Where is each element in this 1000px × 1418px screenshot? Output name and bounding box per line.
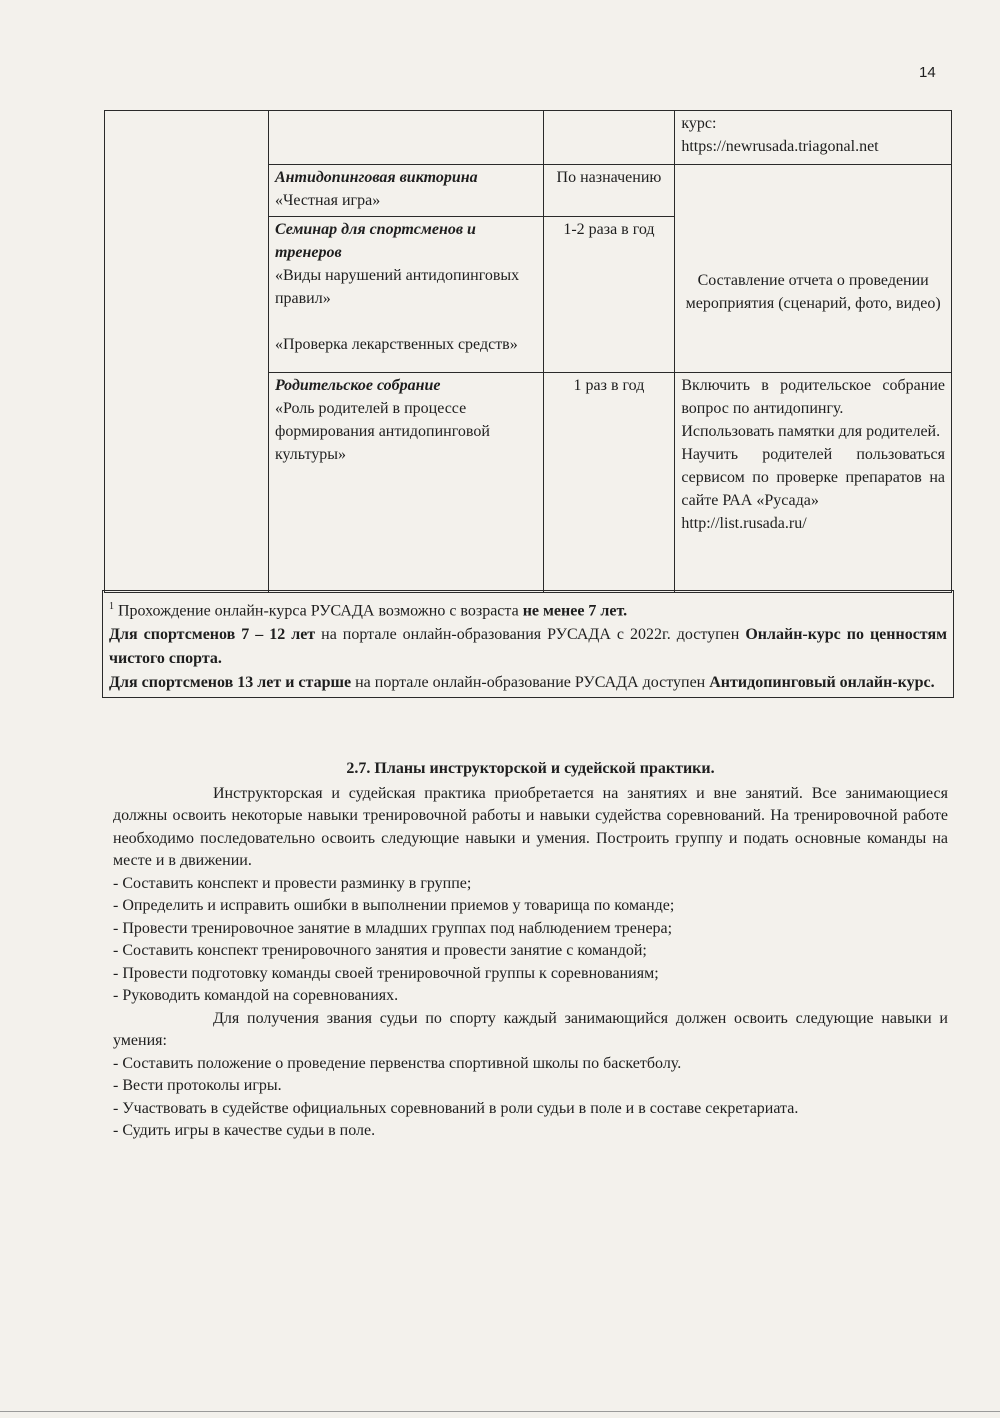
parent-note: Научить родителей пользоваться сервисом по проверке препаратов на сайте РАА «Русада» — [681, 446, 945, 509]
table-cell-report-note — [675, 165, 952, 373]
footnote-text: на портале онлайн-образование РУСАДА доступен — [351, 674, 710, 692]
list-item: - Составить конспект и провести разминку в группе; — [113, 874, 472, 892]
report-note: Составление отчета о проведении мероприятия (сценарий, фото, видео) — [685, 272, 941, 312]
list-item: - Участвовать в судействе официальных соревнований в роли судьи в поле и в составе секретариата. — [113, 1099, 799, 1117]
table-cell-frequency: 1-2 раза в год — [543, 217, 675, 373]
table-cell-event — [268, 217, 543, 373]
rusada-link[interactable]: http://list.rusada.ru/ — [681, 515, 807, 532]
table-cell-event — [268, 165, 543, 217]
footnote-bold: Для спортсменов 7 – 12 лет — [109, 626, 316, 644]
footnote-line-2 — [109, 623, 947, 671]
table-cell-parent-note — [675, 373, 952, 593]
section-title: 2.7. Планы инструкторской и судейской практики. — [346, 760, 715, 777]
table-cell-course — [675, 111, 952, 165]
footnote — [102, 590, 954, 698]
page-number: 14 — [919, 64, 936, 81]
list-item: - Вести протоколы игры. — [113, 1077, 282, 1094]
table-cell-frequency: По назначению — [543, 165, 675, 217]
event-subtitle: «Виды нарушений антидопинговых правил» — [274, 267, 520, 307]
event-subtitle: «Роль родителей в процессе формирования антидопинговой культуры» — [274, 400, 490, 463]
list-item: - Составить конспект тренировочного занятия и провести занятие с командой; — [113, 942, 647, 959]
table-cell-frequency: 1 раз в год — [543, 373, 675, 593]
parent-note: Включить в родительское собрание вопрос по антидопингу. — [681, 377, 945, 417]
footnote-line-3 — [109, 671, 947, 695]
table-cell-empty — [268, 111, 543, 165]
footnote-bold: не менее 7 лет. — [522, 602, 628, 620]
footnote-bold: Для спортсменов 13 лет и старше — [109, 674, 352, 692]
event-subtitle: «Честная игра» — [274, 192, 381, 209]
course-label: курс: — [681, 115, 717, 132]
event-title: Семинар для спортсменов и тренеров — [274, 221, 476, 261]
list-item: - Провести тренировочное занятие в младших группах под наблюдением тренера; — [113, 919, 673, 937]
list-item: - Руководить командой на соревнованиях. — [113, 987, 399, 1004]
footnote-bold: Онлайн-курс по ценностям чистого спорта. — [109, 626, 948, 668]
list-item: - Судить игры в качестве судьи в поле. — [113, 1122, 376, 1139]
paragraph: Для получения звания судьи по спорту каждый занимающийся должен освоить следующие навыки и умения: — [113, 1009, 948, 1049]
table-row — [105, 111, 952, 165]
scan-edge-divider — [0, 1411, 1000, 1412]
list-item: - Определить и исправить ошибки в выполнении приемов у товарища по команде; — [113, 897, 675, 914]
list-item: - Составить положение о проведение первенства спортивной школы по баскетболу. — [113, 1054, 682, 1072]
event-title: Родительское собрание — [274, 377, 441, 394]
event-subtitle: «Проверка лекарственных средств» — [274, 336, 518, 353]
footnote-text: Прохождение онлайн-курса РУСАДА возможно с возраста — [118, 602, 523, 620]
table-cell-event — [268, 373, 543, 593]
footnote-line-1 — [109, 595, 947, 623]
activity-table — [104, 110, 952, 593]
parent-note: Использовать памятки для родителей. — [681, 423, 941, 440]
course-url: https://newrusada.triagonal.net — [681, 138, 879, 155]
footnote-mark: 1 — [109, 601, 114, 612]
table-cell-empty — [105, 111, 269, 593]
event-title: Антидопинговая викторина — [274, 169, 478, 186]
paragraph: Инструкторская и судейская практика приобретается на занятиях и вне занятий. Все занимающиеся должны освоить некоторые навыки тренировочной работы и навыки судейства соревнований. На тренировочной работе необходимо последовательно освоить следующие навыки и умения. Построить группу и подать основные команды на месте и в движении. — [113, 784, 948, 869]
footnote-bold: Антидопинговый онлайн-курс. — [709, 674, 935, 692]
footnote-text: на портале онлайн-образования РУСАДА с 2022г. доступен — [315, 626, 746, 644]
table-cell-empty — [543, 111, 675, 165]
list-item: - Провести подготовку команды своей тренировочной группы к соревнованиям; — [113, 964, 659, 982]
practice-section — [113, 758, 948, 1143]
